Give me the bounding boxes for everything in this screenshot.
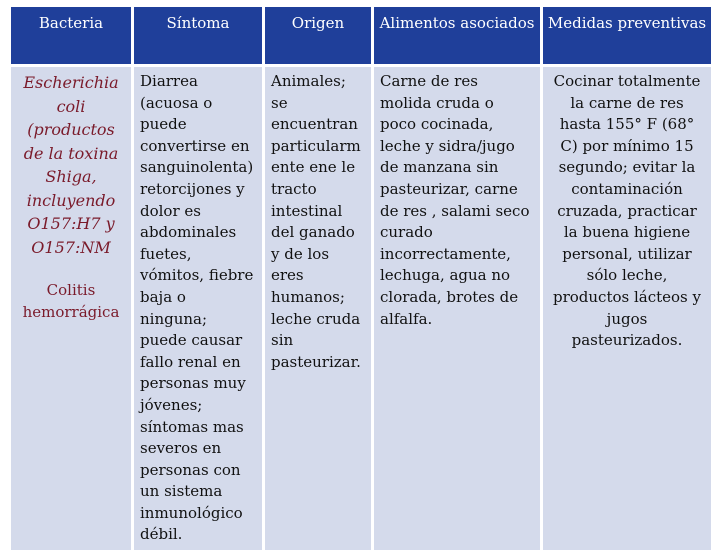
cell-alimentos: Carne de res molida cruda o poco cocinada, leche y sidra/jugo de manzana sin pasteurizar, carne de res , salami seco curado incorrectamente, lechuga, agua no clorada, brotes de alfalfa. xyxy=(374,67,540,550)
header-alimentos: Alimentos asociados xyxy=(374,7,540,64)
cell-origen: Animales; se encuentran particularm ente ene le tracto intestinal del ganado y de los eres humanos; leche cruda sin pasteurizar. xyxy=(265,67,371,550)
cell-sintoma: Diarrea (acuosa o puede convertirse en sanguinolenta) retorcijones y dolor es abdominales fuetes, vómitos, fiebre baja o ninguna; puede causar fallo renal en personas muy jóvenes; síntomas mas severos en personas con un sistema inmunológico débil. xyxy=(134,67,262,550)
table-row xyxy=(11,67,711,550)
table-header-row xyxy=(11,7,711,64)
bacteria-name: Escherichia coli (productos de la toxina Shiga, incluyendo O157:H7 y O157:NM xyxy=(23,73,119,257)
disease-name: Colitis hemorrágica xyxy=(22,281,120,321)
header-origen: Origen xyxy=(265,7,371,64)
header-sintoma: Síntoma xyxy=(134,7,262,64)
header-bacteria: Bacteria xyxy=(11,7,131,64)
header-medidas: Medidas preventivas xyxy=(543,7,711,64)
cell-bacteria xyxy=(11,67,131,550)
cell-medidas: Cocinar totalmente la carne de res hasta 155° F (68° C) por mínimo 15 segundo; evitar la contaminación cruzada, practicar la buena higiene personal, utilizar sólo leche, productos lácteos y jugos pasteurizados. xyxy=(543,67,711,550)
bacteria-table xyxy=(8,4,714,553)
